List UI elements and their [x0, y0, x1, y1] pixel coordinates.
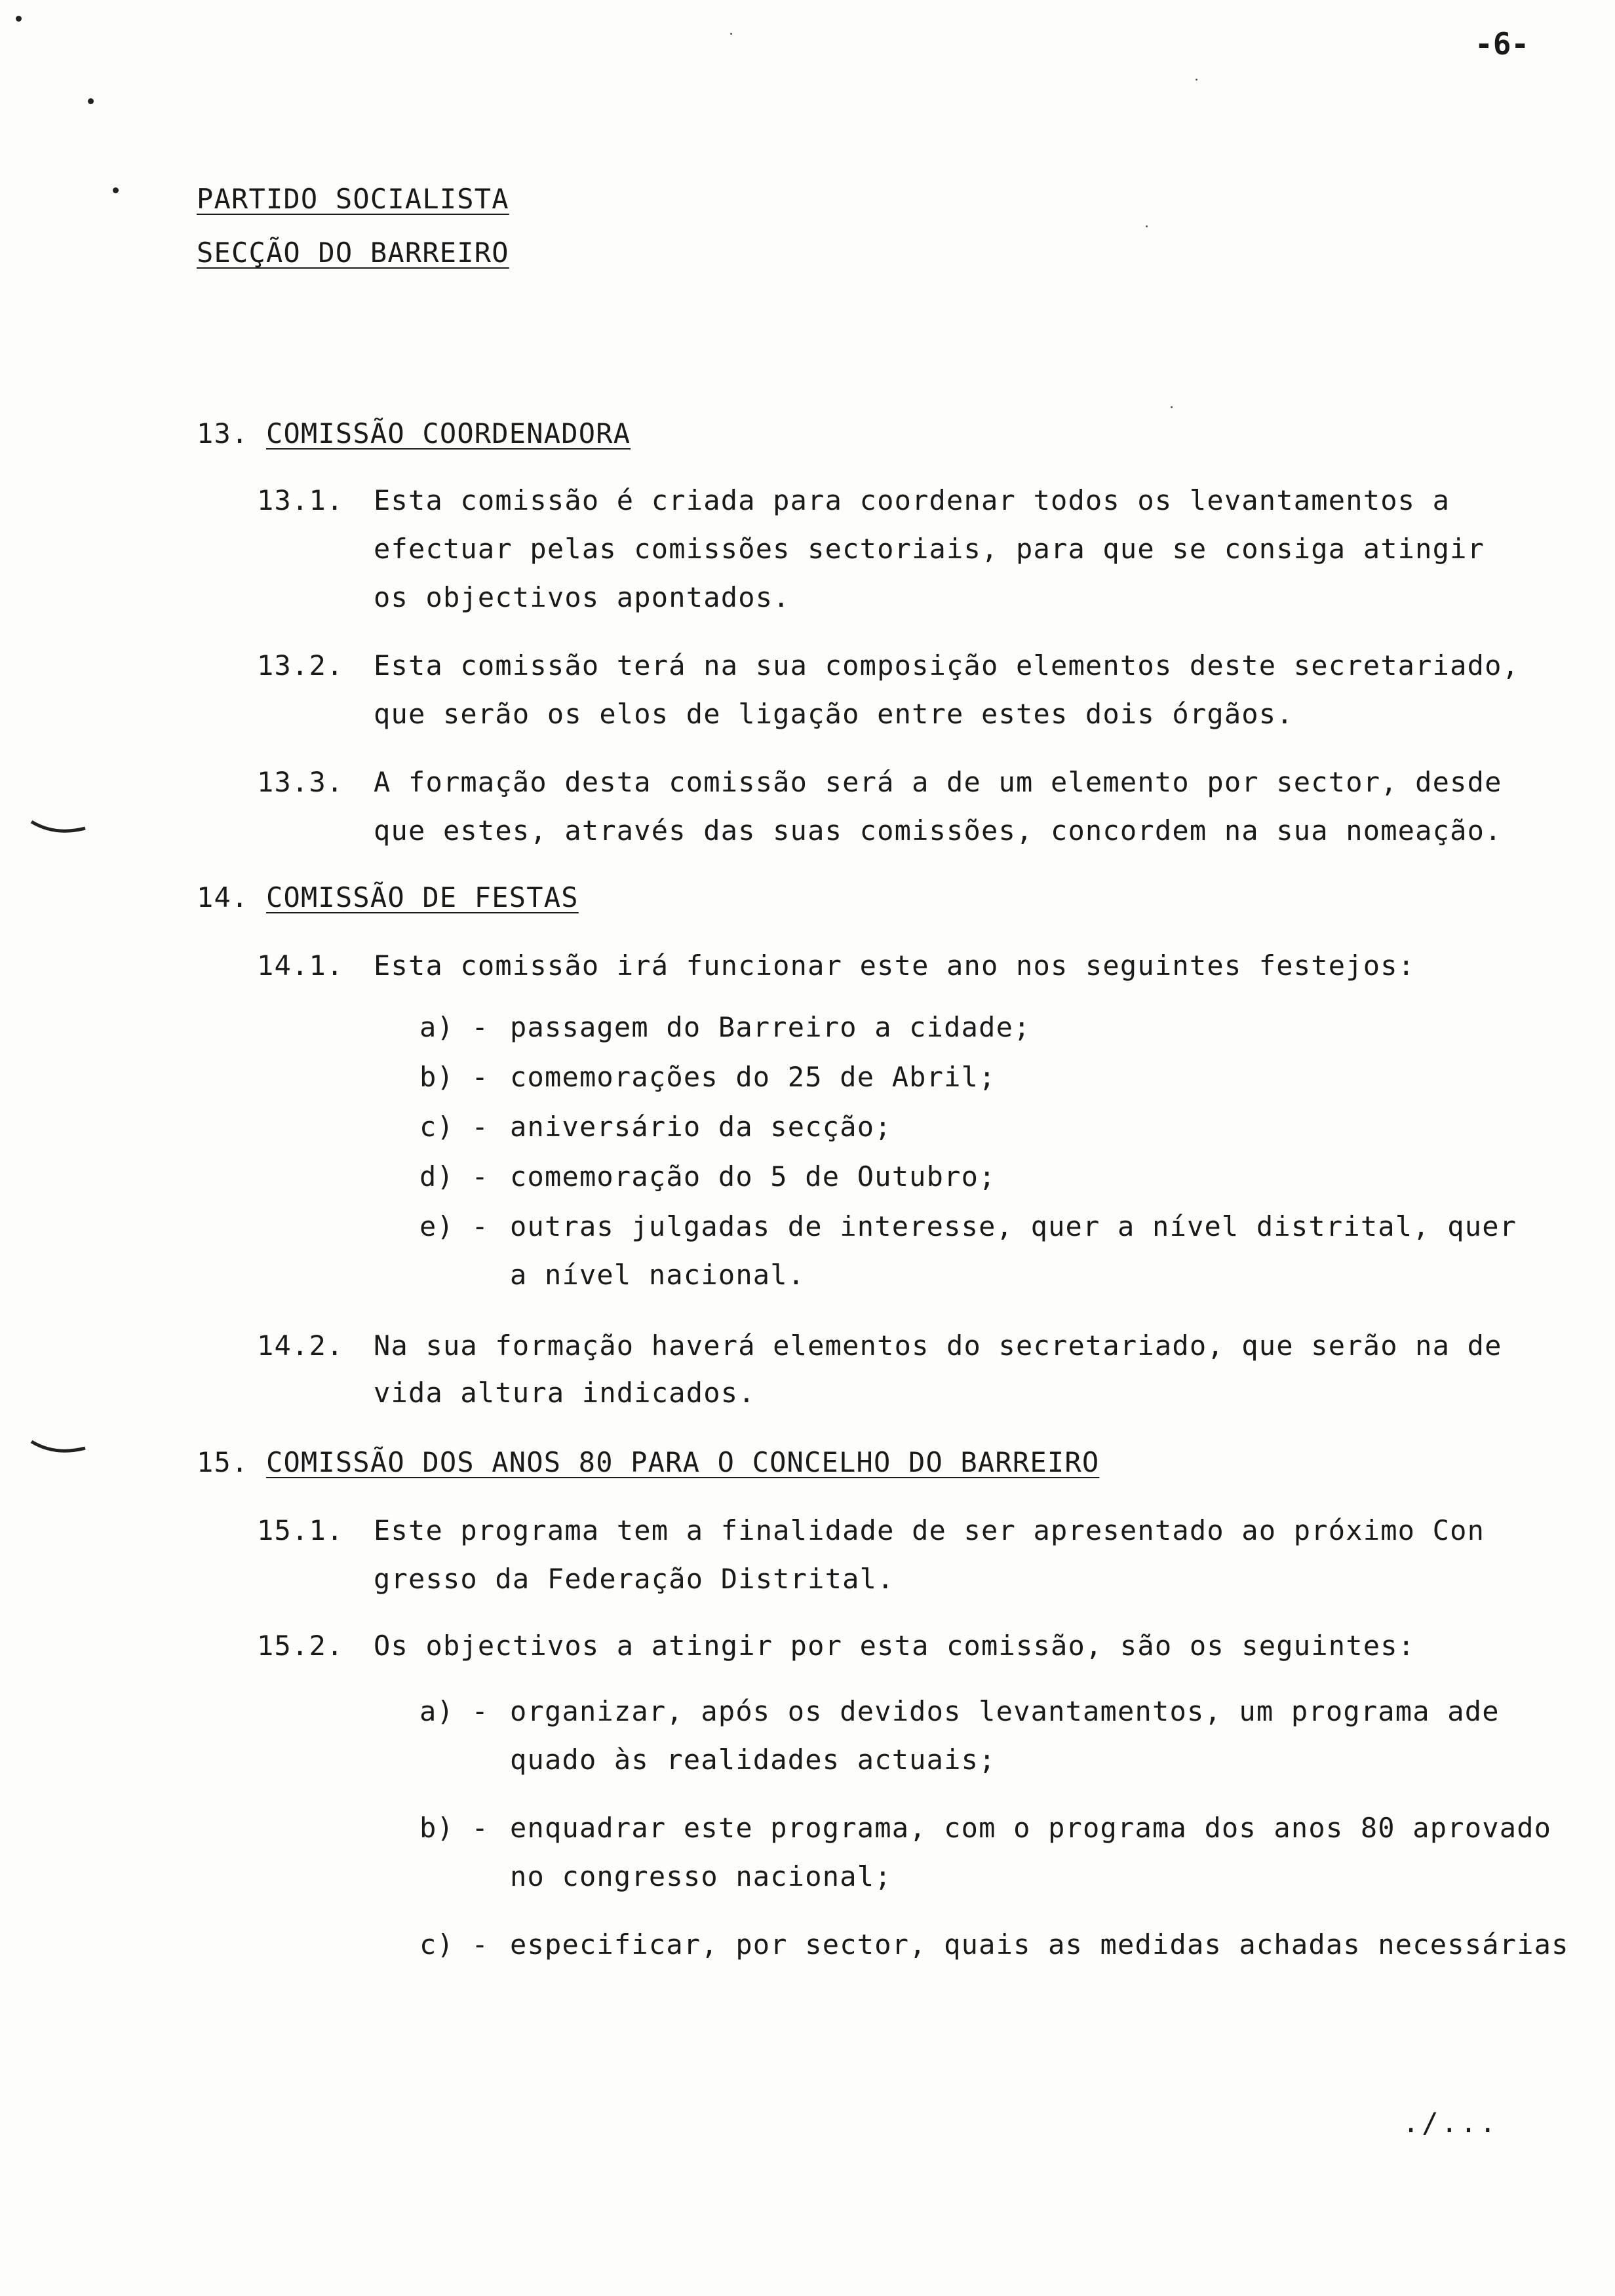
punch-dot: [113, 187, 119, 193]
list-label: b) -: [419, 1812, 489, 1844]
list-label: c) -: [419, 1928, 489, 1961]
subsection-number: 14.1.: [257, 949, 344, 982]
paragraph-line: Esta comissão é criada para coordenar todos os levantamentos a: [374, 484, 1450, 516]
org-name: PARTIDO SOCIALISTA: [197, 183, 509, 215]
paragraph-line: Os objectivos a atingir por esta comissão, são os seguintes:: [374, 1630, 1416, 1662]
punch-dot: [16, 16, 22, 22]
list-label: d) -: [419, 1160, 489, 1193]
binding-mark: [29, 1439, 88, 1457]
list-text: enquadrar este programa, com o programa dos anos 80 aprovado: [510, 1812, 1552, 1844]
list-text: a nível nacional.: [510, 1259, 806, 1291]
section-heading: [197, 410, 631, 457]
section-title: COMISSÃO DE FESTAS: [265, 881, 579, 913]
scan-speck: [1196, 79, 1197, 81]
paragraph-line: que serão os elos de ligação entre estes dois órgãos.: [374, 698, 1294, 730]
continuation-mark: ./...: [1403, 2107, 1499, 2139]
list-text: aniversário da secção;: [510, 1111, 892, 1143]
list-text: organizar, após os devidos levantamentos, um programa ade: [510, 1695, 1500, 1727]
list-text: outras julgadas de interesse, quer a nível distrital, quer: [510, 1210, 1517, 1242]
paragraph-line: os objectivos apontados.: [374, 581, 790, 613]
paragraph-line: Esta comissão irá funcionar este ano nos seguintes festejos:: [374, 949, 1416, 982]
list-label: c) -: [419, 1111, 489, 1143]
section-heading: [197, 874, 579, 921]
list-label: a) -: [419, 1011, 489, 1043]
list-text: comemoração do 5 de Outubro;: [510, 1160, 996, 1193]
paragraph-line: Esta comissão terá na sua composição elementos deste secretariado,: [374, 649, 1520, 681]
section-heading: [197, 1439, 1099, 1486]
punch-dot: [88, 98, 94, 104]
paragraph-line: Este programa tem a finalidade de ser apresentado ao próximo Con: [374, 1514, 1485, 1546]
scan-speck: [730, 33, 732, 35]
subsection-number: 15.1.: [257, 1514, 344, 1546]
section-number: 13.: [197, 417, 249, 450]
subsection-number: 14.2.: [257, 1330, 344, 1362]
list-label: b) -: [419, 1061, 489, 1093]
scan-speck: [1171, 406, 1173, 408]
page-number: -6-: [1475, 26, 1530, 62]
paragraph-line: vida altura indicados.: [374, 1377, 756, 1409]
subsection-number: 13.2.: [257, 649, 344, 681]
list-text: comemorações do 25 de Abril;: [510, 1061, 996, 1093]
subsection-number: 13.3.: [257, 766, 344, 798]
paragraph-line: que estes, através das suas comissões, concordem na sua nomeação.: [374, 814, 1502, 847]
list-label: a) -: [419, 1695, 489, 1727]
paragraph-line: Na sua formação haverá elementos do secretariado, que serão na de: [374, 1330, 1502, 1362]
paragraph-line: efectuar pelas comissões sectoriais, para que se consiga atingir: [374, 533, 1485, 565]
list-text: no congresso nacional;: [510, 1860, 892, 1892]
section-number: 14.: [197, 881, 249, 913]
scan-speck: [1146, 225, 1148, 227]
paragraph-line: A formação desta comissão será a de um elemento por sector, desde: [374, 766, 1502, 798]
list-text: passagem do Barreiro a cidade;: [510, 1011, 1031, 1043]
subsection-number: 15.2.: [257, 1630, 344, 1662]
list-label: e) -: [419, 1210, 489, 1242]
binding-mark: [29, 819, 88, 837]
section-title: COMISSÃO COORDENADORA: [265, 417, 631, 450]
list-text: quado às realidades actuais;: [510, 1744, 996, 1776]
section-title: COMISSÃO DOS ANOS 80 PARA O CONCELHO DO BARREIRO: [265, 1446, 1100, 1478]
paragraph-line: gresso da Federação Distrital.: [374, 1563, 895, 1595]
list-text: especificar, por sector, quais as medidas achadas necessárias: [510, 1928, 1569, 1961]
subsection-number: 13.1.: [257, 484, 344, 516]
section-name: SECÇÃO DO BARREIRO: [197, 237, 509, 269]
section-number: 15.: [197, 1446, 249, 1478]
